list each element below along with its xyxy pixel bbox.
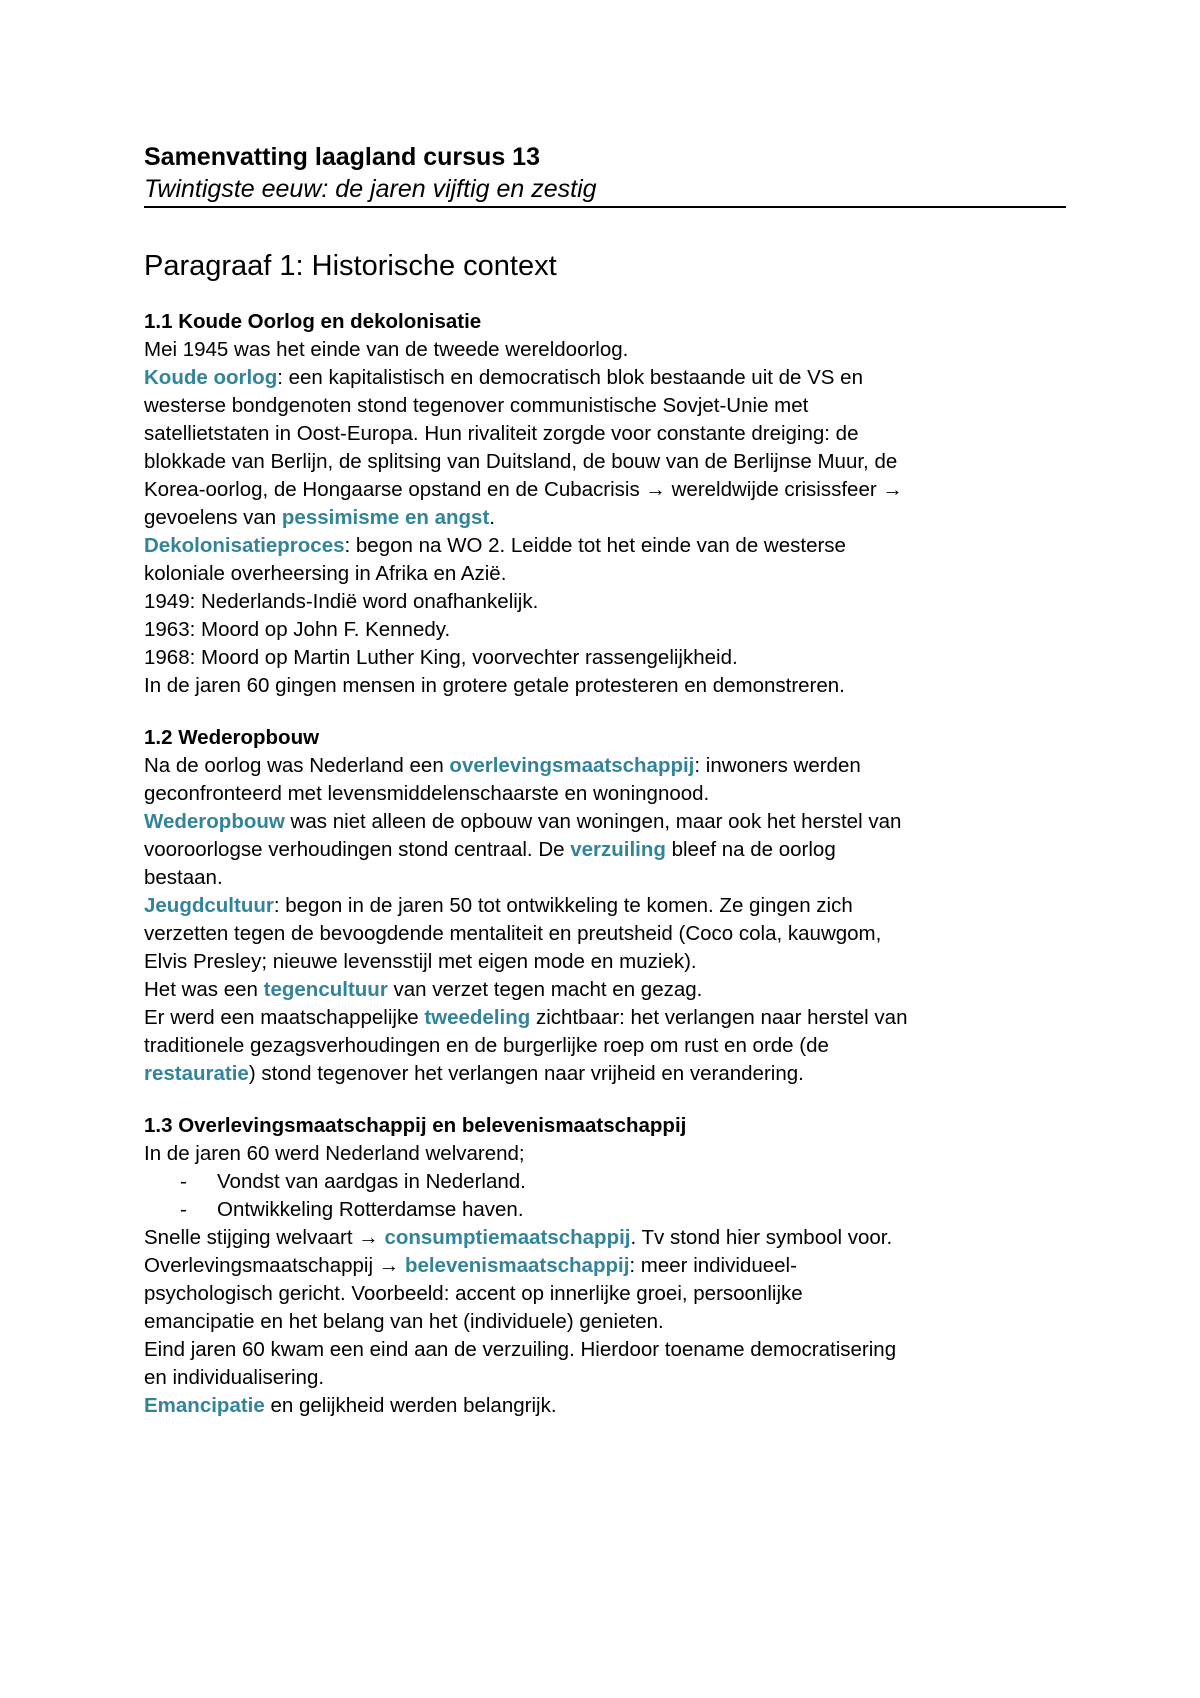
text-line: In de jaren 60 gingen mensen in grotere getale protesteren en demonstreren. [144,674,845,697]
text-span: Overlevingsmaatschappij [144,1254,379,1277]
document-subtitle: Twintigste eeuw: de jaren vijftig en zestig [144,175,597,203]
section-heading: 1.1 Koude Oorlog en dekolonisatie [144,310,482,333]
text-line: Elvis Presley; nieuwe levensstijl met eigen mode en muziek). [144,950,697,973]
text-span: Snelle stijging welvaart [144,1226,359,1249]
text-line: Mei 1945 was het einde van de tweede wereldoorlog. [144,338,629,361]
section-1-3 [144,1112,1066,1420]
arrow-right-icon: → [882,478,903,501]
text-line [144,752,1066,780]
arrow-right-icon: → [358,1226,379,1249]
text-line [144,1004,1066,1032]
text-line: westerse bondgenoten stond tegenover communistische Sovjet-Unie met [144,394,809,417]
text-line [144,476,1066,504]
text-line: 1963: Moord op John F. Kennedy. [144,618,451,641]
highlight-term: overlevingsmaatschappij [449,754,695,777]
text-line: emancipatie en het belang van het (individuele) genieten. [144,1310,664,1333]
text-span: . Tv stond hier symbool voor. [630,1226,893,1249]
bullet-list [144,1168,1066,1224]
text-span: Het was een [144,978,264,1001]
text-line [144,532,1066,560]
section-1-1 [144,308,1066,700]
highlight-term: consumptiemaatschappij [384,1226,631,1249]
highlight-term: Dekolonisatieproces [144,534,345,557]
section-heading: 1.3 Overlevingsmaatschappij en belevenismaatschappij [144,1114,687,1137]
text-span: : begon in de jaren 50 tot ontwikkeling te komen. Ze gingen zich [273,894,853,917]
text-line [144,892,1066,920]
text-line: psychologisch gericht. Voorbeeld: accent op innerlijke groei, persoonlijke [144,1282,803,1305]
dash-bullet: - [180,1198,187,1221]
text-line: Eind jaren 60 kwam een eind aan de verzuiling. Hierdoor toename democratisering [144,1338,897,1361]
text-span: : begon na WO 2. Leidde tot het einde van de westerse [344,534,846,557]
text-span: Er werd een maatschappelijke [144,1006,425,1029]
highlight-term: tweedeling [424,1006,531,1029]
text-span: Korea-oorlog, de Hongaarse opstand en de Cubacrisis [144,478,646,501]
text-span: was niet alleen de opbouw van woningen, maar ook het herstel van [284,810,902,833]
list-item-text: Vondst van aardgas in Nederland. [217,1170,526,1193]
text-line [144,1392,1066,1420]
highlight-term: Jeugdcultuur [144,894,274,917]
text-span: : meer individueel- [629,1254,797,1277]
text-line: geconfronteerd met levensmiddelenschaarste en woningnood. [144,782,710,805]
text-span: zichtbaar: het verlangen naar herstel van [530,1006,908,1029]
text-line: 1949: Nederlands-Indië word onafhankelijk. [144,590,539,613]
text-span: vooroorlogse verhoudingen stond centraal. De [144,838,571,861]
highlight-term: tegencultuur [263,978,388,1001]
highlight-term: verzuiling [570,838,666,861]
text-line: traditionele gezagsverhoudingen en de burgerlijke roep om rust en orde (de [144,1034,829,1057]
text-line [144,1224,1066,1252]
section-1-2 [144,724,1066,1088]
text-line: In de jaren 60 werd Nederland welvarend; [144,1142,525,1165]
list-item [144,1168,1066,1196]
highlight-term: pessimisme en angst [281,506,490,529]
text-span: . [489,506,495,529]
text-line: 1968: Moord op Martin Luther King, voorvechter rassengelijkheid. [144,646,738,669]
text-span: van verzet tegen macht en gezag. [387,978,703,1001]
text-line: satellietstaten in Oost-Europa. Hun rivaliteit zorgde voor constante dreiging: de [144,422,859,445]
text-line: koloniale overheersing in Afrika en Azië. [144,562,507,585]
text-line [144,808,1066,836]
text-span: Na de oorlog was Nederland een [144,754,450,777]
title-divider [144,206,1066,208]
section-heading: 1.2 Wederopbouw [144,726,320,749]
text-span: : een kapitalistisch en democratisch blok bestaande uit de VS en [277,366,863,389]
text-line: verzetten tegen de bevoogdende mentaliteit en preutsheid (Coco cola, kauwgom, [144,922,882,945]
text-span: en gelijkheid werden belangrijk. [264,1394,557,1417]
list-item-text: Ontwikkeling Rotterdamse haven. [217,1198,524,1221]
list-item [144,1196,1066,1224]
text-line [144,976,1066,1004]
text-line [144,836,1066,864]
text-span: bleef na de oorlog [665,838,836,861]
dash-bullet: - [180,1170,187,1193]
text-line [144,364,1066,392]
text-line [144,504,1066,532]
text-span: wereldwijde crisissfeer [665,478,883,501]
text-line: blokkade van Berlijn, de splitsing van Duitsland, de bouw van de Berlijnse Muur, de [144,450,898,473]
paragraph-heading: Paragraaf 1: Historische context [144,250,557,282]
highlight-term: restauratie [144,1062,249,1085]
highlight-term: Wederopbouw [144,810,285,833]
arrow-right-icon: → [645,478,666,501]
text-line [144,1252,1066,1280]
text-span: : inwoners werden [694,754,861,777]
highlight-term: Emancipatie [144,1394,265,1417]
highlight-term: Koude oorlog [144,366,278,389]
text-line [144,1060,1066,1088]
highlight-term: belevenismaatschappij [404,1254,630,1277]
document-page [144,140,1066,1420]
text-line: bestaan. [144,866,223,889]
text-span: gevoelens van [144,506,282,529]
arrow-right-icon: → [378,1254,400,1277]
text-line: en individualisering. [144,1366,325,1389]
text-span: ) stond tegenover het verlangen naar vrijheid en verandering. [248,1062,804,1085]
document-title: Samenvatting laagland cursus 13 [144,143,540,171]
